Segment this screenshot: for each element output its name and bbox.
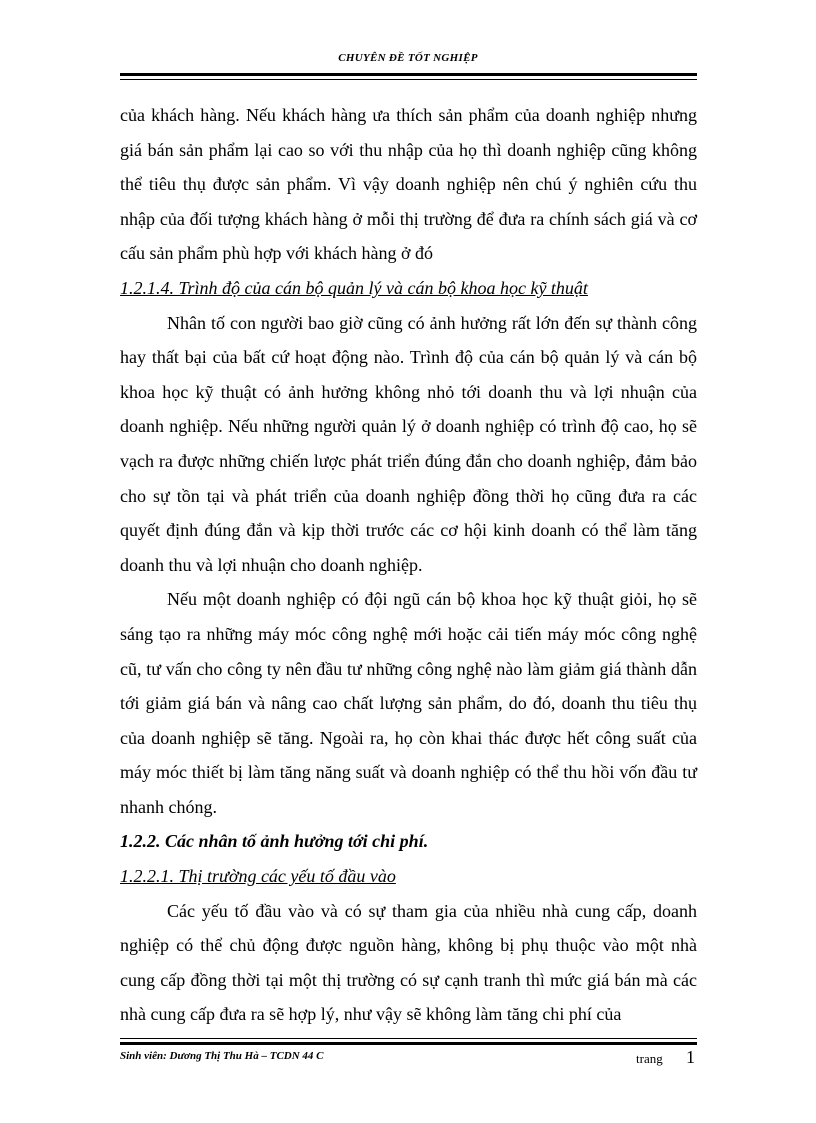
section-heading-1-2-2-1: 1.2.2.1. Thị trường các yếu tố đầu vào: [120, 866, 396, 887]
page-header-title: CHUYÊN ĐỀ TỐT NGHIỆP: [338, 52, 478, 64]
footer-rule-thick: [120, 1042, 697, 1045]
footer-page-label: trang: [636, 1051, 663, 1066]
header-rule-thick: [120, 73, 697, 76]
paragraph-2: Nhân tố con người bao giờ cũng có ảnh hưởng rất lớn đến sự thành công hay thất bại của bất cứ hoạt động nào. Trình độ của cán bộ quản lý và cán bộ khoa học kỹ thuật có ảnh hưởng không nhỏ tới doanh thu và lợi nhuận của doanh nghiệp. Nếu những người quản lý ở doanh nghiệp có trình độ cao, họ sẽ vạch ra được những chiến lược phát triển đúng đắn cho doanh nghiệp, đảm bảo cho sự tồn tại và phát triển của doanh nghiệp đồng thời họ cũng đưa ra các quyết định đúng đắn và kịp thời trước các cơ hội kinh doanh có thể làm tăng doanh thu và lợi nhuận cho doanh nghiệp.: [120, 312, 697, 575]
header-rule-thin: [120, 79, 697, 80]
footer-rule-thin: [120, 1038, 697, 1039]
paragraph-3: Nếu một doanh nghiệp có đội ngũ cán bộ khoa học kỹ thuật giỏi, họ sẽ sáng tạo ra những máy móc công nghệ mới hoặc cải tiến máy móc công nghệ cũ, tư vấn cho công ty nên đầu tư những công nghệ nào làm giảm giá thành dẫn tới giảm giá bán và nâng cao chất lượng sản phẩm, do đó, doanh thu tiêu thụ của doanh nghiệp sẽ tăng. Ngoài ra, họ còn khai thác được hết công suất của máy móc thiết bị làm tăng năng suất và doanh nghiệp có thể thu hồi vốn đầu tư nhanh chóng.: [120, 589, 697, 817]
section-heading-1-2-1-4: 1.2.1.4. Trình độ của cán bộ quản lý và cán bộ khoa học kỹ thuật: [120, 277, 588, 298]
section-heading-1-2-2: 1.2.2. Các nhân tố ảnh hưởng tới chi phí.: [120, 831, 429, 852]
paragraph-4: Các yếu tố đầu vào và có sự tham gia của nhiều nhà cung cấp, doanh nghiệp có thể chủ động được nguồn hàng, không bị phụ thuộc vào một nhà cung cấp đồng thời tại một thị trường có sự cạnh tranh thì mức giá bán mà các nhà cung cấp đưa ra sẽ hợp lý, như vậy sẽ không làm tăng chi phí của: [120, 900, 697, 1025]
document-body: [120, 98, 697, 1032]
footer-author: Sinh viên: Dương Thị Thu Hà – TCDN 44 C: [120, 1050, 324, 1062]
footer-page-number: 1: [686, 1047, 695, 1067]
paragraph-1: của khách hàng. Nếu khách hàng ưa thích sản phẩm của doanh nghiệp nhưng giá bán sản phẩm lại cao so với thu nhập của họ thì doanh nghiệp cũng không thể tiêu thụ được sản phẩm. Vì vậy doanh nghiệp nên chú ý nghiên cứu thu nhập của đối tượng khách hàng ở mỗi thị trường để đưa ra chính sách giá và cơ cấu sản phẩm phù hợp với khách hàng ở đó: [120, 105, 697, 264]
